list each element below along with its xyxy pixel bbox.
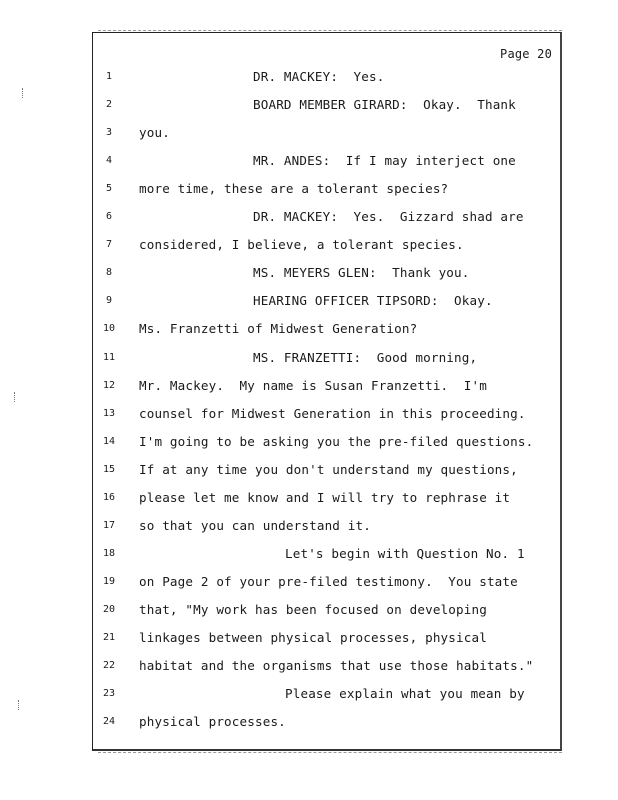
line-text: If at any time you don't understand my questions, [139, 461, 518, 477]
transcript-line [93, 434, 560, 454]
line-number: 14 [102, 435, 116, 447]
transcript-line [93, 406, 560, 426]
page-number-label: Page 20 [500, 47, 552, 61]
line-number: 20 [102, 603, 116, 615]
transcript-line [93, 321, 560, 341]
line-text: please let me know and I will try to rephrase it [139, 489, 511, 505]
transcript-line [93, 293, 560, 313]
transcript-line [93, 546, 560, 566]
line-text: MS. MEYERS GLEN: Thank you. [253, 265, 470, 281]
line-number: 16 [102, 491, 116, 503]
transcript-line [93, 125, 560, 145]
transcript-line [93, 181, 560, 201]
line-number: 6 [105, 211, 113, 223]
line-number: 22 [102, 660, 116, 672]
line-number: 13 [102, 407, 116, 419]
line-text: Let's begin with Question No. 1 [285, 545, 525, 561]
line-number: 4 [105, 155, 113, 167]
transcript-line [93, 518, 560, 538]
line-text: that, "My work has been focused on developing [139, 601, 487, 617]
line-number: 2 [105, 99, 113, 111]
transcript-line [93, 69, 560, 89]
line-number: 1 [105, 71, 113, 82]
line-text: considered, I believe, a tolerant species. [139, 237, 464, 253]
line-number: 18 [102, 547, 116, 559]
transcript-line [93, 97, 560, 117]
line-number: 7 [105, 239, 113, 251]
line-number: 12 [102, 379, 116, 391]
line-text: you. [139, 125, 170, 141]
transcript-line [93, 714, 560, 734]
line-text: BOARD MEMBER GIRARD: Okay. Thank [253, 97, 516, 113]
margin-speck [22, 88, 25, 98]
line-text: on Page 2 of your pre-filed testimony. You state [139, 573, 518, 589]
transcript-line [93, 462, 560, 482]
transcript-line [93, 378, 560, 398]
transcript-line [93, 153, 560, 173]
line-text: counsel for Midwest Generation in this proceeding. [139, 405, 526, 421]
line-text: linkages between physical processes, physical [139, 630, 487, 645]
transcript-line [93, 490, 560, 510]
transcript-line [93, 630, 560, 650]
line-text: physical processes. [139, 714, 286, 730]
line-text: Mr. Mackey. My name is Susan Franzetti. I'm [139, 377, 487, 393]
transcript-page [92, 32, 562, 751]
line-text: Please explain what you mean by [285, 686, 525, 702]
margin-speck [14, 392, 17, 402]
line-text: I'm going to be asking you the pre-filed questions. [139, 433, 534, 449]
line-text: more time, these are a tolerant species? [139, 181, 449, 197]
line-number: 19 [102, 575, 116, 587]
transcript-line [93, 350, 560, 370]
line-number: 9 [105, 295, 113, 307]
transcript-line [93, 237, 560, 257]
line-number: 3 [105, 127, 113, 139]
line-number: 24 [102, 716, 116, 728]
line-number: 10 [102, 323, 116, 335]
line-text: HEARING OFFICER TIPSORD: Okay. [253, 293, 493, 309]
line-text: DR. MACKEY: Yes. [253, 69, 385, 84]
line-number: 15 [102, 463, 116, 475]
line-text: MS. FRANZETTI: Good morning, [253, 349, 478, 365]
transcript-line [93, 574, 560, 594]
line-text: DR. MACKEY: Yes. Gizzard shad are [253, 209, 524, 225]
line-number: 8 [105, 267, 113, 279]
scan-edge-bottom [98, 752, 562, 755]
transcript-line [93, 686, 560, 706]
line-text: MR. ANDES: If I may interject one [253, 153, 516, 169]
line-number: 23 [102, 688, 116, 700]
transcript-line [93, 602, 560, 622]
line-text: Ms. Franzetti of Midwest Generation? [139, 321, 418, 337]
line-number: 5 [105, 183, 113, 195]
transcript-line [93, 658, 560, 678]
line-number: 17 [102, 519, 116, 531]
margin-speck [18, 700, 21, 710]
line-number: 11 [102, 351, 116, 363]
line-text: so that you can understand it. [139, 517, 371, 533]
line-text: habitat and the organisms that use those habitats." [139, 658, 534, 674]
transcript-line [93, 265, 560, 285]
line-number: 21 [102, 632, 116, 643]
transcript-line [93, 209, 560, 229]
